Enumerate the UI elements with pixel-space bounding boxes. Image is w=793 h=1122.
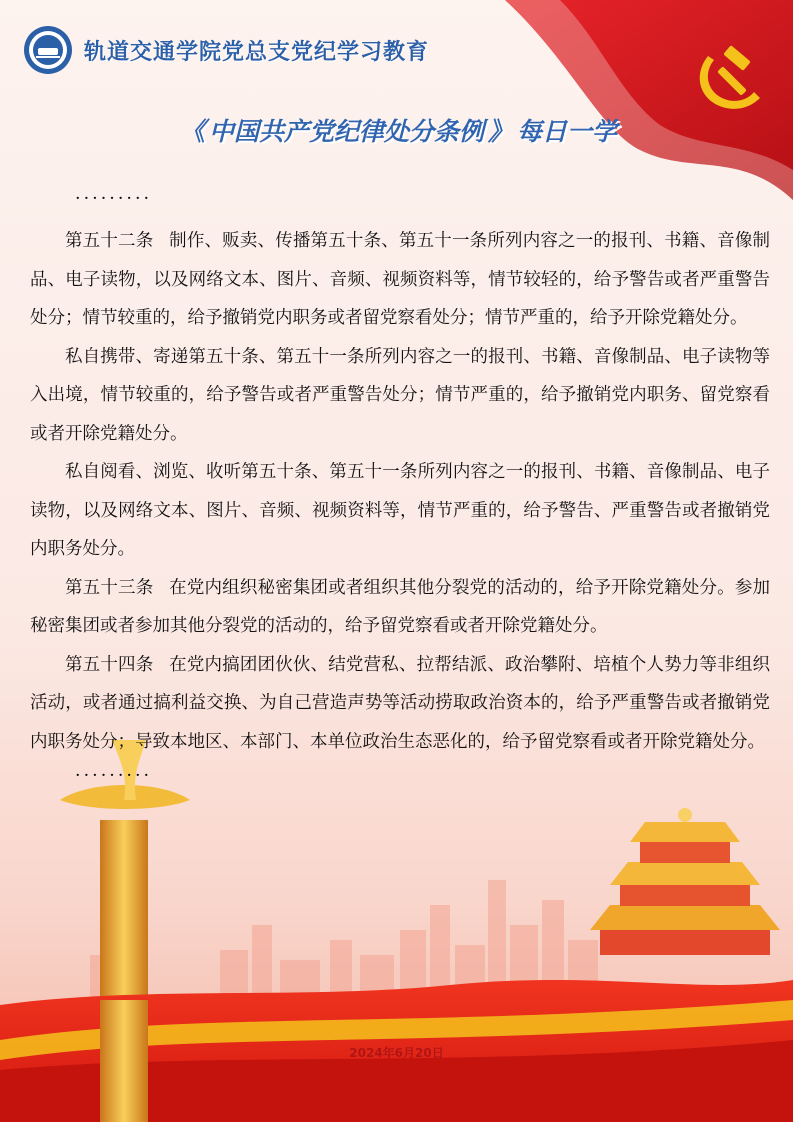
ellipsis-top: ········· (75, 189, 153, 209)
document-title (0, 112, 793, 148)
org-title: 轨道交通学院党总支党纪学习教育 (84, 39, 430, 65)
hammer-sickle-icon (690, 38, 768, 116)
paragraph-54 (30, 646, 770, 762)
paragraph-text: 在党内搞团团伙伙、结党营私、拉帮结派、政治攀附、培植个人势力等非组织活动，或者通过搞利益交换、为自己营造声势等活动捞取政治资本的，给予严重警告或者撤销党内职务处分；导致本地区、本部门、本单位政治生态恶化的，给予留党察看或者开除党籍处分。 (30, 654, 770, 752)
paragraph-text: 私自阅看、浏览、收听第五十条、第五十一条所列内容之一的报刊、书籍、音像制品、电子读物，以及网络文本、图片、音频、视频资料等，情节严重的，给予警告、严重警告或者撤销党内职务处分。 (30, 462, 770, 559)
article-content (30, 184, 770, 799)
header (22, 22, 582, 78)
article-number: 第五十四条 (65, 654, 154, 675)
regulation-name: 中国共产党纪律处分条例 (208, 117, 484, 146)
paragraph-text: 在党内组织秘密集团或者组织其他分裂党的活动的，给予开除党籍处分。参加秘密集团或者参加其他分裂党的活动的，给予留党察看或者开除党籍处分。 (30, 577, 770, 636)
university-seal-icon (22, 24, 74, 76)
paragraph-text: 制作、贩卖、传播第五十条、第五十一条所列内容之一的报刊、书籍、音像制品、电子读物，以及网络文本、图片、音频、视频资料等，情节较轻的，给予警告或者严重警告处分；情节较重的，给予撤销党内职务或者留党察看处分；情节严重的，给予开除党籍处分。 (30, 231, 770, 328)
title-close-quote: 》 (488, 117, 514, 146)
paragraph-52 (30, 222, 770, 338)
ellipsis-bottom: ········· (75, 766, 153, 786)
paragraph-text: 私自携带、寄递第五十条、第五十一条所列内容之一的报刊、书籍、音像制品、电子读物等入出境，情节较重的，给予警告或者严重警告处分；情节严重的，给予撤销党内职务、留党察看或者开除党籍处分。 (30, 346, 770, 444)
article-number: 第五十二条 (65, 231, 154, 251)
title-suffix: 每日一学 (517, 117, 618, 146)
paragraph-52-3 (30, 453, 770, 569)
article-number: 第五十三条 (65, 577, 154, 598)
temple-of-heaven (590, 808, 780, 955)
paragraph-52-2 (30, 338, 770, 454)
paragraph-53 (30, 569, 770, 646)
title-open-quote: 《 (179, 117, 205, 146)
publish-date: 2024年6月20日 (349, 1046, 444, 1060)
